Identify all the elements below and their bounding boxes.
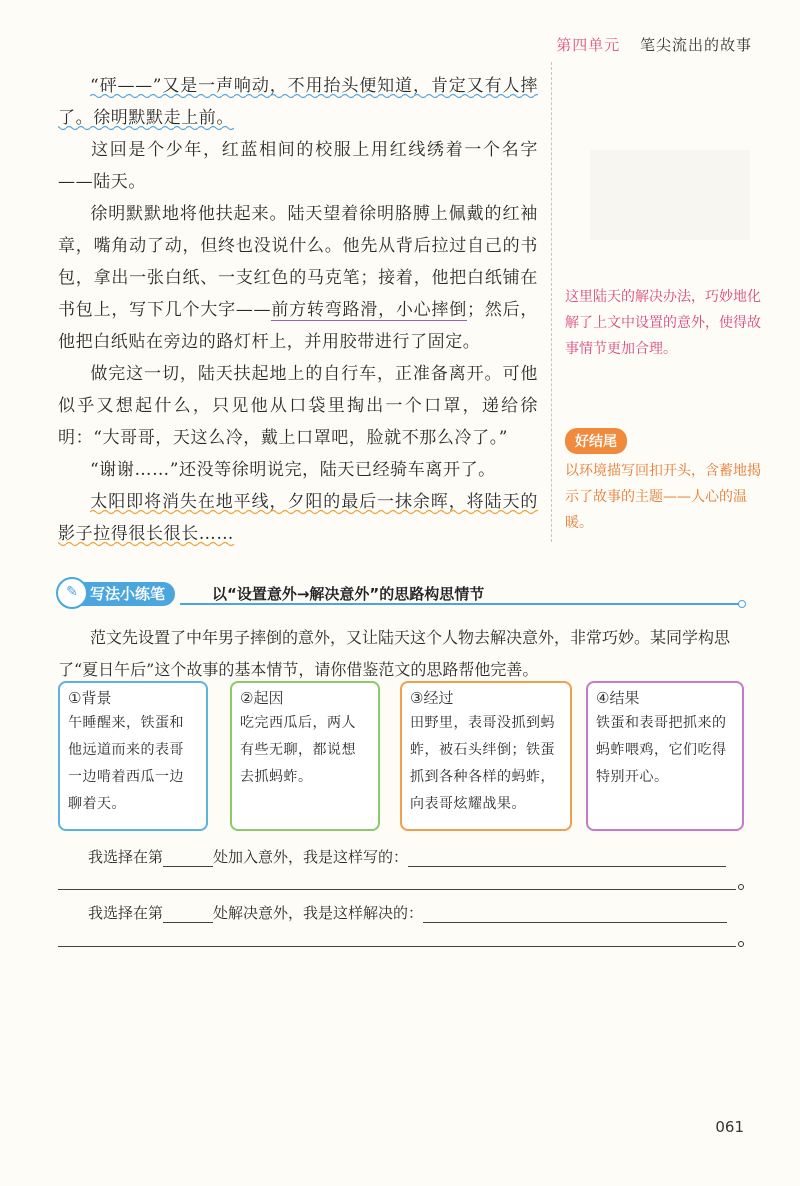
plot-box-cause: [230, 681, 380, 831]
unit-label: 第四单元: [556, 36, 621, 54]
margin-divider: [551, 62, 552, 542]
good-ending-tag: 好结尾: [565, 428, 627, 454]
plot-box-background: [58, 681, 208, 831]
p6-text: 太阳即将消失在地平线，夕阳的最后一抹余晖，将陆天的影子拉得很长很长……: [58, 492, 538, 547]
story-paragraph-4: [58, 358, 538, 454]
story-paragraph-6: [58, 486, 538, 550]
box-title: ④结果: [596, 689, 640, 707]
story-paragraph-2: [58, 134, 538, 198]
p5-text: “谢谢……”还没等徐明说完，陆天已经骑车离开了。: [90, 460, 496, 480]
end-mark-1: [738, 884, 744, 890]
plot-box-process: [400, 681, 572, 831]
plot-box-result: [586, 681, 744, 831]
stage-number-blank-1[interactable]: [163, 866, 213, 867]
practice-title: 以“设置意外→解决意外”的思路构思情节: [212, 585, 485, 603]
box-body: 铁蛋和表哥把抓来的蚂蚱喂鸡，它们吃得特别开心。: [596, 715, 727, 785]
box-body: 午睡醒来，铁蛋和他远道而来的表哥一边啃着西瓜一边聊着天。: [68, 715, 184, 812]
answer-blank-1[interactable]: [408, 866, 726, 867]
stage-number-blank-2[interactable]: [163, 922, 213, 923]
pen-icon: ✎: [56, 577, 88, 609]
fill2-suffix: 处解决意外，我是这样解决的：: [213, 904, 424, 922]
story-paragraph-1: [58, 70, 538, 134]
fill2-prefix: 我选择在第: [88, 904, 164, 922]
faint-mark: [590, 150, 750, 240]
p3-before: 徐明默默地将他扶起来。陆天望着徐明胳膊上佩戴的红袖章，嘴角动了动，但终也没说什么。他先从背后拉过自己的书包，拿出一张白纸、一支红色的马克笔；接着，他把白纸铺在书包上，写下几个大字——: [58, 204, 538, 320]
box-body: 田野里，表哥没抓到蚂蚱，被石头绊倒；铁蛋抓到各种各样的蚂蚱，向表哥炫耀战果。: [410, 715, 555, 812]
fill1-prefix: 我选择在第: [88, 848, 164, 866]
practice-section-header: [60, 583, 746, 605]
answer-line-1[interactable]: [58, 889, 736, 890]
p3-underlined: 前方转弯路滑，小心摔倒: [271, 300, 468, 320]
page-header: [556, 34, 752, 55]
p3-after: ；然后，他把白纸贴在旁边的路灯杆上，并用胶带进行了固定。: [58, 300, 539, 352]
fill1-suffix: 处加入意外，我是这样写的：: [213, 848, 409, 866]
practice-label-text: 写法小练笔: [90, 585, 166, 603]
story-paragraph-5: [58, 454, 538, 486]
box-title: ②起因: [240, 689, 284, 707]
end-mark-2: [738, 941, 744, 947]
story-paragraph-3: [58, 198, 538, 358]
p1-text: “砰——”又是一声响动，不用抬头便知道，肯定又有人摔了。徐明默默走上前。: [58, 76, 538, 131]
side-note-ending: 以环境描写回扣开头，含蓄地揭示了故事的主题——人心的温暖。: [565, 463, 761, 531]
p4-text: 做完这一切，陆天扶起地上的自行车，正准备离开。可他似乎又想起什么，只见他从口袋里掏出一个口罩，递给徐明：“大哥哥，天这么冷，戴上口罩吧，脸就不那么冷了。”: [58, 364, 538, 448]
answer-blank-2[interactable]: [423, 922, 727, 923]
unit-title: 笔尖流出的故事: [639, 36, 752, 54]
p2-text: 这回是个少年，红蓝相间的校服上用红线绣着一个名字——陆天。: [58, 140, 538, 192]
fill-row-solve-accident: [88, 902, 727, 923]
fill-row-add-accident: [88, 846, 726, 867]
page-number: 061: [715, 1118, 744, 1136]
practice-intro: 范文先设置了中年男子摔倒的意外，又让陆天这个人物去解决意外，非常巧妙。某同学构思了“夏日午后”这个故事的基本情节，请你借鉴范文的思路帮他完善。: [58, 628, 731, 679]
box-title: ①背景: [68, 689, 112, 707]
box-title: ③经过: [410, 689, 454, 707]
side-note-solution: 这里陆天的解决办法，巧妙地化解了上文中设置的意外，使得故事情节更加合理。: [565, 289, 761, 357]
box-body: 吃完西瓜后，两人有些无聊，都说想去抓蚂蚱。: [240, 715, 356, 785]
answer-line-2[interactable]: [58, 946, 736, 947]
section-rule-end-dot: [738, 600, 746, 608]
